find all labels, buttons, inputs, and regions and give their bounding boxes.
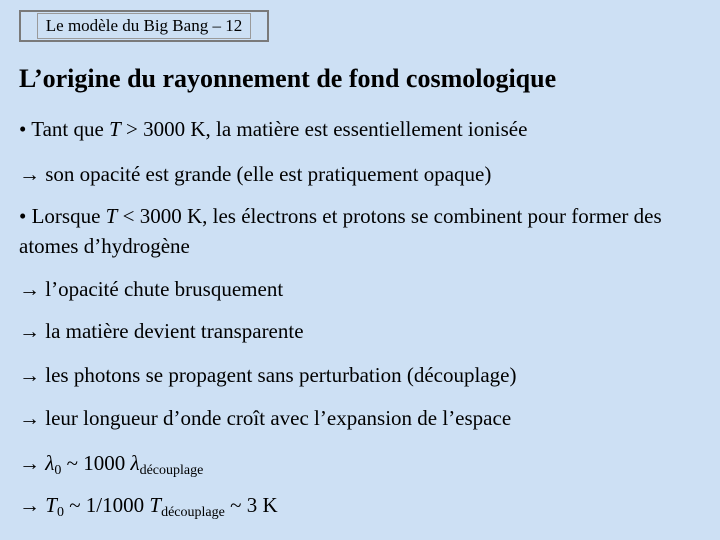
arrow-line-6: → les photons se propagent sans perturbation (découplage) [19, 363, 517, 387]
bullet-line-1 [19, 114, 527, 144]
formula2-T: T [45, 493, 57, 517]
line1-prefix: • Tant que [19, 117, 110, 141]
formula1-mid: ~ 1000 [61, 451, 131, 475]
slide-header-box [19, 10, 269, 42]
bullet-line-3 [19, 201, 679, 261]
formula2-arrow: → [19, 493, 46, 517]
formula1-sub-decouplage: découplage [139, 463, 204, 478]
line3-prefix: • Lorsque [19, 204, 106, 228]
line1-variable: T [109, 117, 121, 141]
formula2-end: ~ 3 K [224, 493, 278, 517]
formula2-mid: ~ 1/1000 [63, 493, 150, 517]
formula2-sub-0: 0 [56, 505, 64, 520]
slide-header-label: Le modèle du Big Bang – 12 [37, 13, 251, 39]
formula1-lambda: λ [45, 451, 55, 475]
arrow-line-5: → la matière devient transparente [19, 319, 304, 343]
arrow-line-4: → l’opacité chute brusquement [19, 277, 284, 301]
line3-suffix: < 3000 K, les électrons et protons se combinent pour former des atomes d’hydrogène [19, 204, 662, 258]
formula2-T2: T [149, 493, 162, 517]
arrow-line-2: → son opacité est grande (elle est pratiquement opaque) [19, 162, 492, 186]
formula-line-temperature [19, 490, 278, 528]
formula-line-lambda [19, 448, 203, 486]
formula1-arrow: → [19, 451, 46, 475]
formula2-sub-decouplage: découplage [161, 505, 225, 520]
formula1-lambda2: λ [130, 451, 140, 475]
line1-suffix: > 3000 K, la matière est essentiellement ionisée [120, 117, 528, 141]
slide-title: L’origine du rayonnement de fond cosmologique [19, 64, 557, 93]
formula1-sub-0: 0 [54, 463, 62, 478]
arrow-line-7: → leur longueur d’onde croît avec l’expansion de l’espace [19, 406, 512, 430]
line3-variable: T [105, 204, 118, 228]
